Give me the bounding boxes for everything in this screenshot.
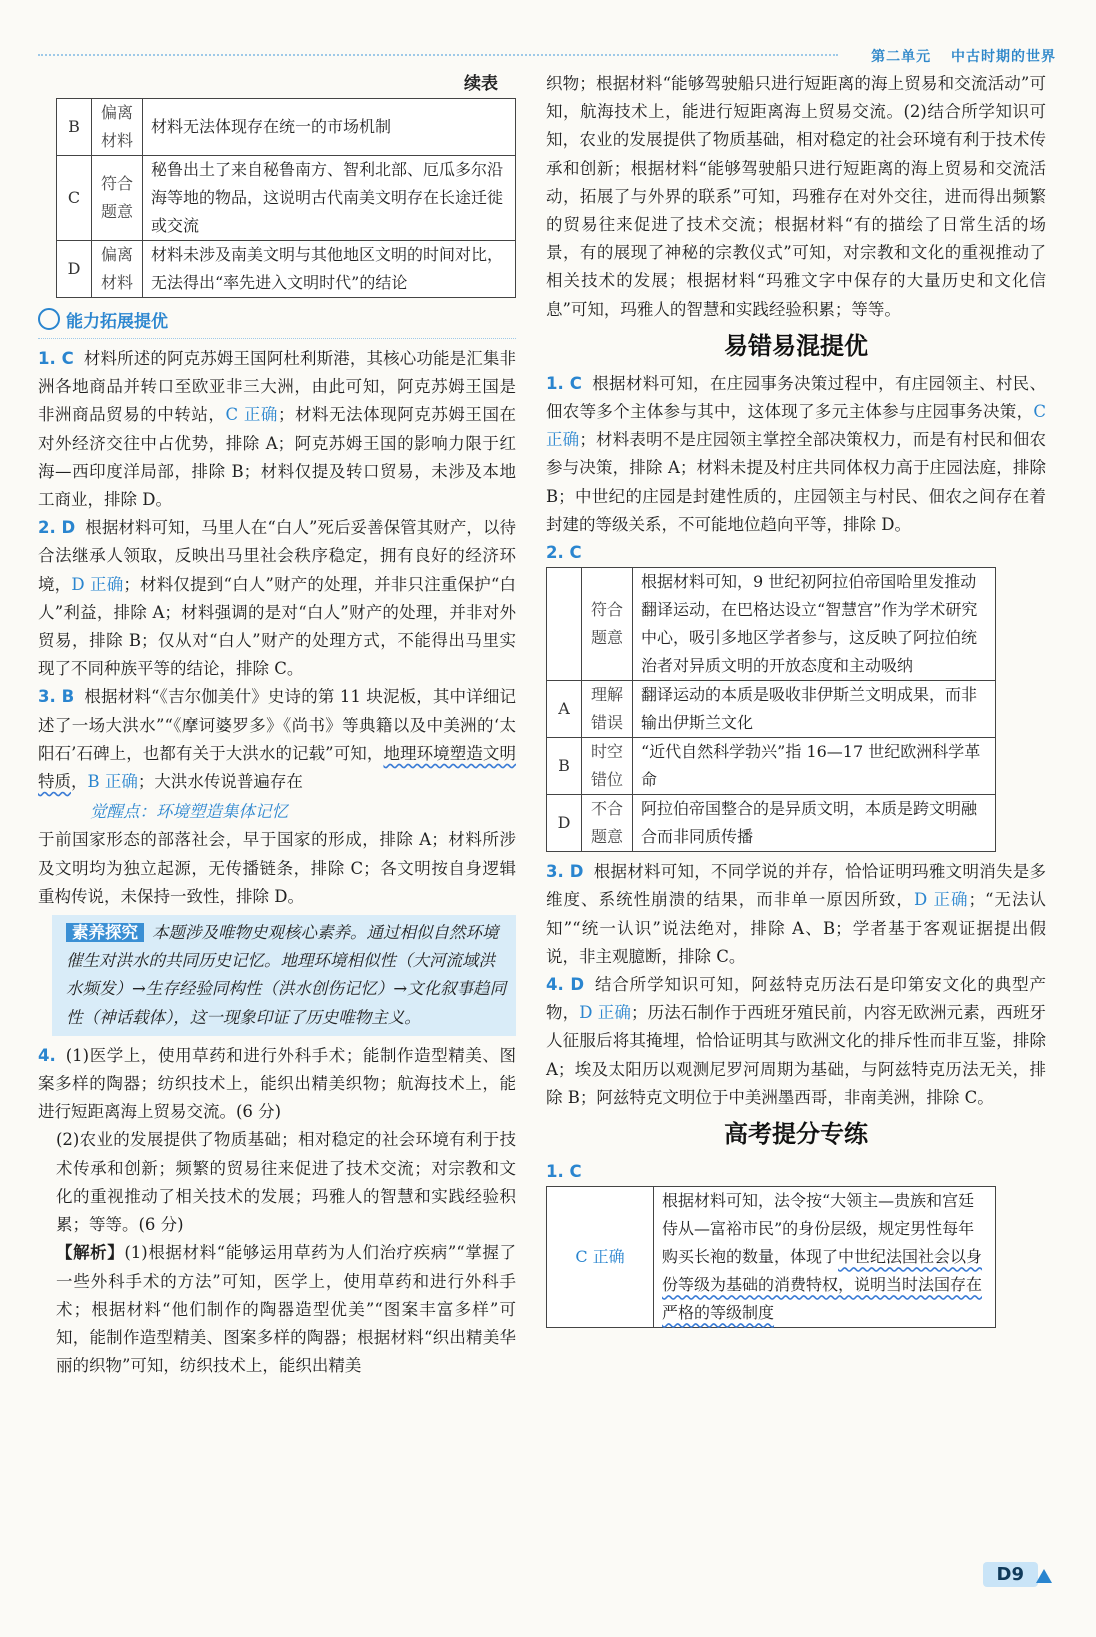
- literacy-box: 素养探究 本题涉及唯物史观核心素养。通过相似自然环境催生对洪水的共同历史记忆。地理环境相似性（大河流域洪水频发）→生存经验同构性（洪水创伤记忆）→文化叙事趋同性（神话载体），这一现象印证了历史唯物主义。: [52, 915, 516, 1036]
- explanation-cell: 阿拉伯帝国整合的是异质文明，本质是跨文明融合而非同质传播: [633, 795, 996, 852]
- top-answer-table: [56, 98, 516, 298]
- right-q3: 3. D 根据材料可知，不同学说的并存，恰恰证明玛雅文明消失是多维度、系统性崩溃的结果，而非单一原因所致，D 正确；“无法认知”“统一认识”说法绝对，排除 A、B；学者基于客观证据提出假说，非主观臆断，排除 C。: [546, 862, 1046, 966]
- judgement-tag: 时空错位: [582, 738, 633, 795]
- exam-answer-table: [546, 1186, 996, 1328]
- left-q4-analysis: 【解析】(1)根据材料“能够运用草药为人们治疗疾病”“掌握了一些外科手术的方法”可知，医学上，使用草药和进行外科手术；根据材料“他们制作的陶器造型优美”“图案丰富多样”可知，能制作造型精美、图案多样的陶器；根据材料“织出精美华丽的织物”可知，纺织技术上，能织出精美: [56, 1243, 516, 1376]
- option-letter: A: [547, 681, 582, 738]
- option-letter: B: [547, 738, 582, 795]
- section-ability: 能力拓展提优: [38, 308, 516, 339]
- page-number: D9: [983, 1562, 1038, 1587]
- explanation-cell: “近代自然科学勃兴”指 16—17 世纪欧洲科学革命: [633, 738, 996, 795]
- left-q4: 4. (1)医学上，使用草药和进行外科手术；能制作造型精美、图案多样的陶器；纺织技术上，能织出精美织物；航海技术上，能进行短距离海上贸易交流。(6 分): [38, 1045, 516, 1122]
- exam-q1: 1. C: [546, 1162, 582, 1182]
- left-q3: 3. B 根据材料“《吉尔伽美什》史诗的第 11 块泥板，其中详细记述了一场大洪水”“《摩诃婆罗多》《尚书》等典籍以及中美洲的‘太阳石’石碑上，也都有关于大洪水的记载”可知，地理环境塑造文明特质，B 正确；大洪水传说普遍存在: [38, 687, 517, 792]
- top-row: [57, 241, 516, 298]
- left-q3-cont: 于前国家形态的部落社会，早于国家的形成，排除 A；材料所涉及文明均为独立起源，无传播链条，排除 C；各文明按自身逻辑重构传说，未保持一致性，排除 D。: [38, 830, 516, 906]
- running-header: [857, 46, 1056, 66]
- judgement-tag: 偏离材料: [92, 99, 143, 156]
- q2-row: [547, 681, 996, 738]
- header-unit: 第二单元: [871, 49, 932, 65]
- left-column: [38, 70, 516, 1380]
- left-q1: 1. C 材料所述的阿克苏姆王国阿杜利斯港，其核心功能是汇集非洲各地商品并转口至欧亚非三大洲，由此可知，阿克苏姆王国是非洲商品贸易的中转站，C 正确；材料无法体现阿克苏姆王国在对外经济交往中占优势，排除 A；阿克苏姆王国的影响力限于红海—西印度洋局部，排除 B；材料仅提及转口贸易，未涉及本地工商业，排除 D。: [38, 349, 517, 510]
- q2-row: [547, 568, 996, 681]
- judgement-tag: 符合题意: [92, 156, 143, 241]
- judgement-tag: 理解错误: [582, 681, 633, 738]
- judgement-tag: 符合题意: [582, 568, 633, 681]
- option-letter: [547, 568, 582, 681]
- exam-text-cell: 根据材料可知，法令按“大领主—贵族和宫廷侍从—富裕市民”的身份层级，规定男性每年购买长袍的数量，体现了中世纪法国社会以身份等级为基础的消费特权，说明当时法国存在严格的等级制度: [654, 1187, 996, 1328]
- right-column: [546, 70, 1046, 1328]
- header-topic: 中古时期的世界: [951, 49, 1056, 65]
- awakening-note: 觉醒点：环境塑造集体记忆: [90, 802, 288, 822]
- explanation-cell: 秘鲁出土了来自秘鲁南方、智利北部、厄瓜多尔沿海等地的物品，这说明古代南美文明存在长途迁徙或交流: [143, 156, 516, 241]
- explanation-cell: 材料未涉及南美文明与其他地区文明的时间对比，无法得出“率先进入文明时代”的结论: [143, 241, 516, 298]
- top-row: [57, 156, 516, 241]
- exam-ok-cell: C 正确: [547, 1187, 654, 1328]
- explanation-cell: 材料无法体现存在统一的市场机制: [143, 99, 516, 156]
- q2-row: [547, 795, 996, 852]
- section-easy: 易错易混提优: [724, 331, 868, 360]
- right-q2: 2. C: [546, 543, 582, 563]
- option-letter: B: [57, 99, 92, 156]
- right-top-text: 织物；根据材料“能够驾驶船只进行短距离的海上贸易和交流活动”可知，航海技术上，能进行短距离海上贸易交流。(2)结合所学知识可知，农业的发展提供了物质基础，相对稳定的社会环境有利于技术传承和创新；根据材料“能够驾驶船只进行短距离的海上贸易和交流活动，拓展了与外界的联系”可知，玛雅存在对外交往，进而得出频繁的贸易往来促进了技术交流；根据材料“有的描绘了日常生活的场景，有的展现了神秘的宗教仪式”可知，对宗教和文化的重视推动了相关技术的发展；根据材料“玛雅文字中保存的大量历史和文化信息”可知，玛雅人的智慧和实践经验积累；等等。: [546, 74, 1046, 319]
- literacy-tag: 素养探究: [66, 923, 144, 942]
- explanation-cell: 根据材料可知，9 世纪初阿拉伯帝国哈里发推动翻译运动，在巴格达设立“智慧宫”作为学术研究中心，吸引多地区学者参与，这反映了阿拉伯统治者对异质文明的开放态度和主动吸纳: [633, 568, 996, 681]
- option-letter: D: [57, 241, 92, 298]
- continued-label: 续表: [464, 74, 498, 94]
- atom-icon: [38, 308, 60, 330]
- page-arrow-icon: [1036, 1569, 1052, 1583]
- header-rule: [38, 54, 838, 56]
- judgement-tag: 不合题意: [582, 795, 633, 852]
- option-letter: D: [547, 795, 582, 852]
- section-exam: 高考提分专练: [724, 1120, 868, 1149]
- top-row: [57, 99, 516, 156]
- option-letter: C: [57, 156, 92, 241]
- left-q2: 2. D 根据材料可知，马里人在“白人”死后妥善保管其财产，以待合法继承人领取，反映出马里社会秩序稳定，拥有良好的经济环境，D 正确；材料仅提到“白人”财产的处理，并非只注重保护“白人”利益，排除 A；材料强调的是对“白人”财产的处理，并非对外贸易，排除 B；仅从对“白人”财产的处理方式，不能得出马里实现了不同种族平等的结论，排除 C。: [38, 518, 516, 679]
- q2-answer-table: [546, 567, 996, 852]
- right-q1: 1. C 根据材料可知，在庄园事务决策过程中，有庄园领主、村民、佃农等多个主体参与其中，这体现了多元主体参与庄园事务决策，C 正确；材料表明不是庄园领主掌控全部决策权力，而是有村民和佃农参与决策，排除 A；材料未提及村庄共同体权力高于庄园法庭，排除 B；中世纪的庄园是封建性质的，庄园领主与村民、佃农之间存在着封建的等级关系，不可能地位趋向平等，排除 D。: [546, 373, 1047, 534]
- judgement-tag: 偏离材料: [92, 241, 143, 298]
- q2-row: [547, 738, 996, 795]
- right-q4: 4. D 结合所学知识可知，阿兹特克历法石是印第安文化的典型产物，D 正确；历法石制作于西班牙殖民前，内容无欧洲元素，西班牙人征服后将其掩埋，恰恰证明其与欧洲文化的排斥性而非互鉴，排除 A；埃及太阳历以观测尼罗河周期为基础，与阿兹特克历法无关，排除 B；阿兹特克文明位于中美洲墨西哥，非南美洲，排除 C。: [546, 975, 1047, 1107]
- explanation-cell: 翻译运动的本质是吸收非伊斯兰文明成果，而非输出伊斯兰文化: [633, 681, 996, 738]
- left-q4-part2: (2)农业的发展提供了物质基础；相对稳定的社会环境有利于技术传承和创新；频繁的贸易往来促进了技术交流；对宗教和文化的重视推动了相关技术的发展；玛雅人的智慧和实践经验积累；等等。(6 分): [56, 1130, 516, 1235]
